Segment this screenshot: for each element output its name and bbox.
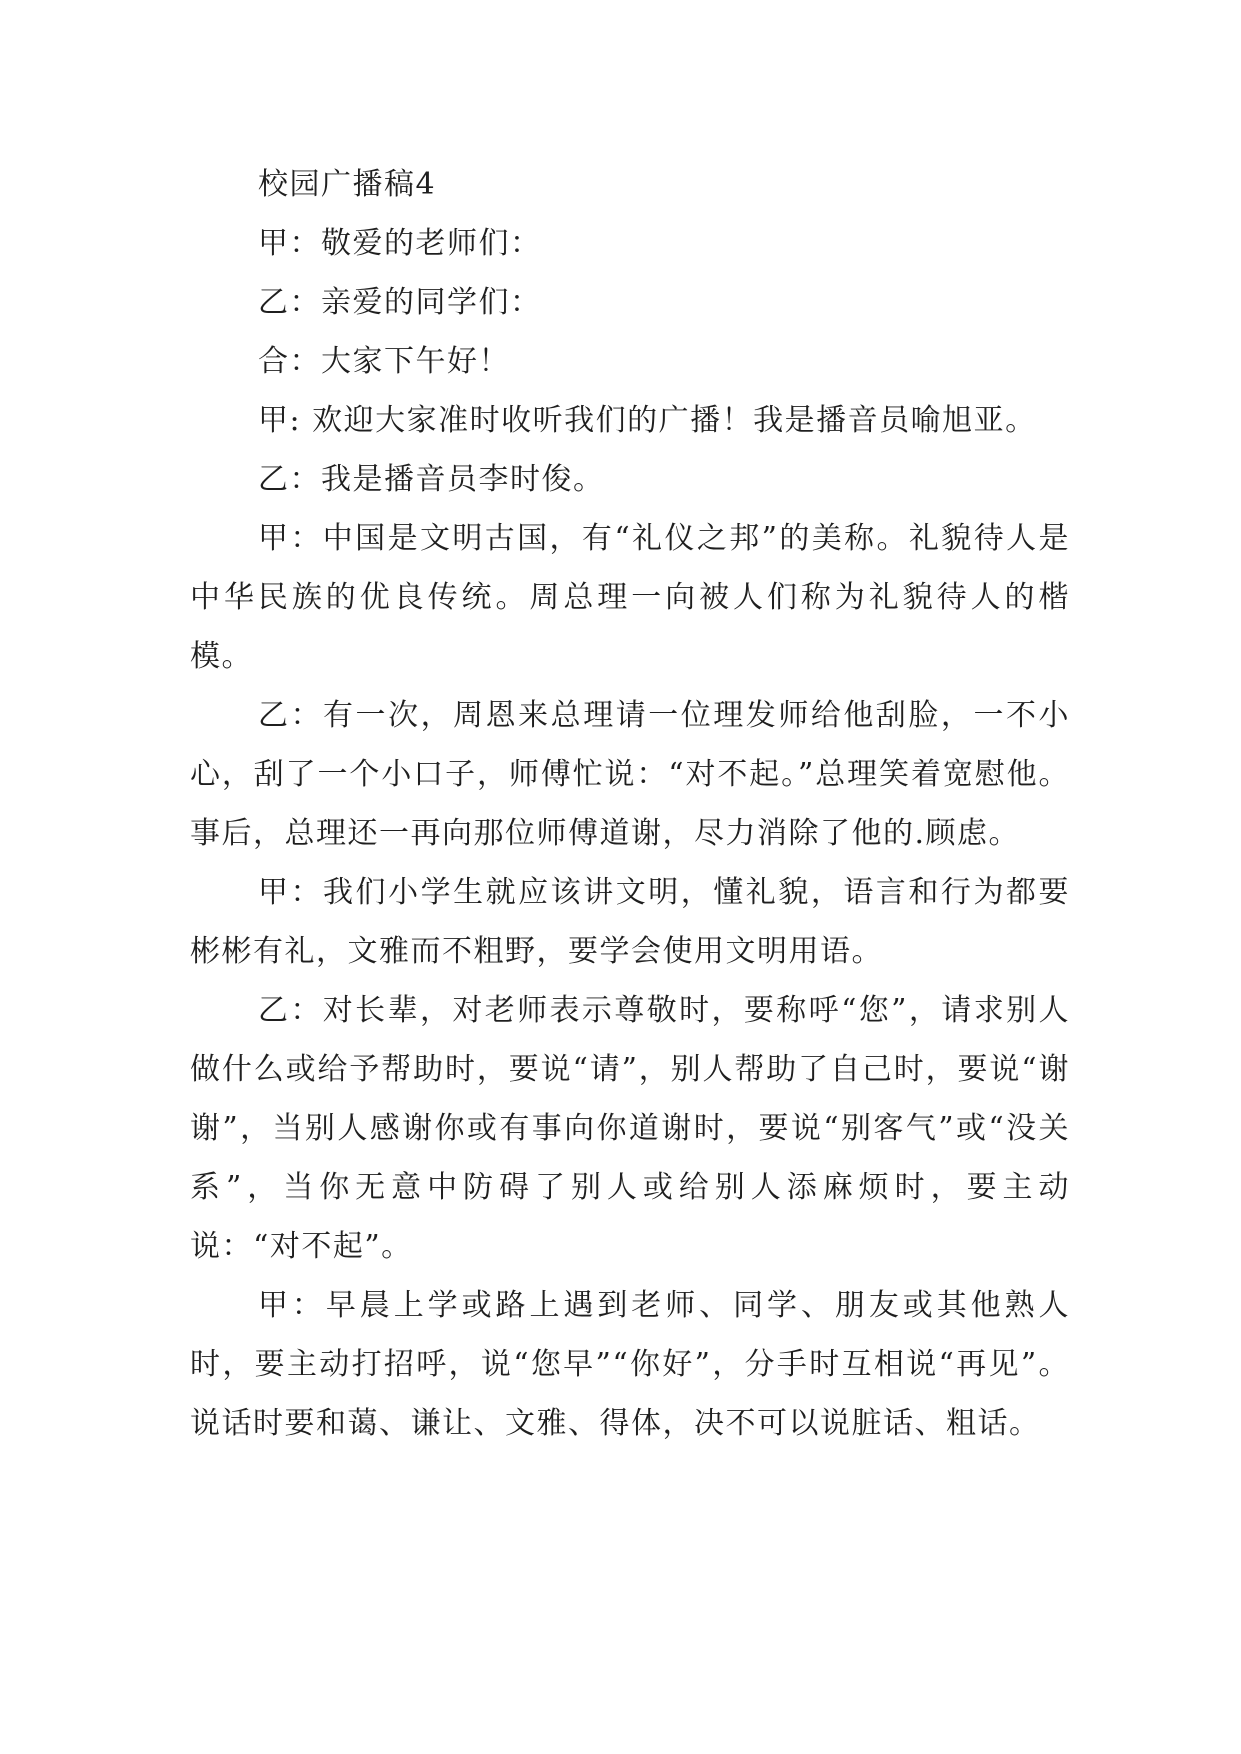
paragraph-9: 乙：对长辈，对老师表示尊敬时，要称呼“您”，请求别人做什么或给予帮助时，要说“请”，别人帮助了自己时，要说“谢谢”，当别人感谢你或有事向你道谢时，要说“别客气”或“没关系”，当你无意中防碍了别人或给别人添麻烦时，要主动说：“对不起”。 <box>190 993 1070 1264</box>
paragraph-10: 甲：早晨上学或路上遇到老师、同学、朋友或其他熟人时，要主动打招呼，说“您早”“你好”，分手时互相说“再见”。说话时要和蔼、谦让、文雅、得体，决不可以说脏话、粗话。 <box>190 1288 1070 1441</box>
document-body <box>190 155 1070 1453</box>
paragraph-5: 乙：我是播音员李时俊。 <box>258 462 605 497</box>
paragraph-4: 甲: 欢迎大家准时收听我们的广播！我是播音员喻旭亚。 <box>258 403 1037 438</box>
paragraph-7: 乙：有一次，周恩来总理请一位理发师给他刮脸，一不小心，刮了一个小口子，师傅忙说：“对不起。”总理笑着宽慰他。事后，总理还一再向那位师傅道谢，尽力消除了他的.顾虑。 <box>190 698 1070 851</box>
paragraph-3: 合：大家下午好！ <box>258 344 510 379</box>
document-title: 校园广播稿4 <box>258 167 437 202</box>
paragraph-1: 甲：敬爱的老师们： <box>258 226 542 261</box>
paragraph-6: 甲：中国是文明古国，有“礼仪之邦”的美称。礼貌待人是中华民族的优良传统。周总理一向被人们称为礼貌待人的楷模。 <box>190 521 1070 674</box>
paragraph-8: 甲：我们小学生就应该讲文明，懂礼貌，语言和行为都要彬彬有礼，文雅而不粗野，要学会使用文明用语。 <box>190 875 1070 969</box>
paragraph-2: 乙：亲爱的同学们： <box>258 285 542 320</box>
